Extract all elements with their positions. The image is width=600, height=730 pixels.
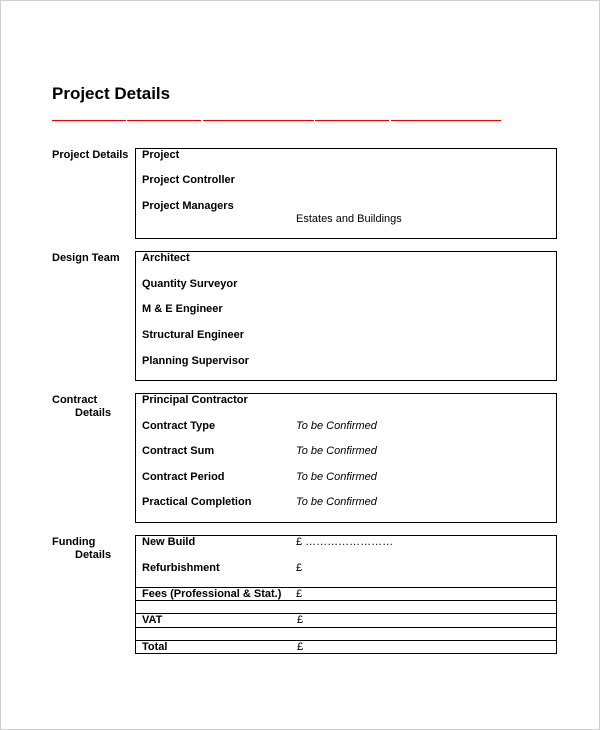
field-label: Contract Type: [142, 420, 216, 432]
underline-segment: [315, 120, 389, 121]
field-label: Project Controller: [142, 174, 235, 186]
section-label-design: Design Team: [52, 252, 120, 264]
row-divider: [135, 640, 557, 641]
field-label: New Build: [142, 536, 196, 548]
section-label-contract: Contract: [52, 394, 98, 406]
row-divider: [135, 613, 557, 614]
row-divider: [135, 627, 557, 628]
row-divider: [135, 600, 557, 601]
field-value: £: [296, 588, 303, 600]
project-details-box: [135, 148, 557, 239]
field-label: Refurbishment: [142, 562, 220, 574]
field-value: Estates and Buildings: [296, 213, 402, 225]
field-label: Architect: [142, 252, 190, 264]
field-label: Contract Period: [142, 471, 225, 483]
field-label: Project Managers: [142, 200, 234, 212]
field-label: Practical Completion: [142, 496, 252, 508]
section-label-funding-2: Details: [75, 549, 112, 561]
field-label: Total: [142, 641, 168, 653]
field-label: M & E Engineer: [142, 303, 223, 315]
section-label-project: Project Details: [52, 149, 129, 161]
field-value: To be Confirmed: [296, 420, 377, 432]
field-value: To be Confirmed: [296, 445, 377, 457]
field-label: Structural Engineer: [142, 329, 245, 341]
field-label: Project: [142, 149, 180, 161]
field-label: Planning Supervisor: [142, 355, 249, 367]
underline-segment: [203, 120, 314, 121]
field-value: £ ……………………: [296, 536, 394, 548]
section-label-contract-2: Details: [75, 407, 112, 419]
field-value: £: [296, 562, 303, 574]
underline-segment: [127, 120, 201, 121]
field-label: Principal Contractor: [142, 394, 248, 406]
underline-segment: [391, 120, 501, 121]
field-label: VAT: [142, 614, 163, 626]
field-label: Fees (Professional & Stat.): [142, 588, 282, 600]
underline-segment: [52, 120, 126, 121]
field-label: Contract Sum: [142, 445, 215, 457]
section-label-funding: Funding: [52, 536, 96, 548]
field-value: £: [297, 614, 304, 626]
field-value: To be Confirmed: [296, 471, 377, 483]
page-title: Project Details: [52, 84, 171, 103]
field-value: £: [297, 641, 304, 653]
field-value: To be Confirmed: [296, 496, 377, 508]
field-label: Quantity Surveyor: [142, 278, 238, 290]
